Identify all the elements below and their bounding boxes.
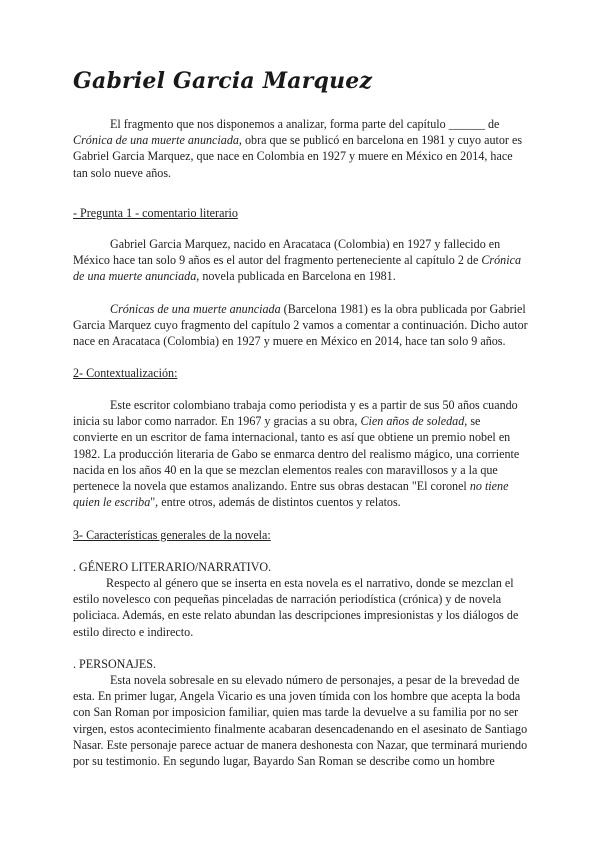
s1p2-text: (Barcelona 1981) es la obra publicada por Gabriel Garcia Marquez cuyo fragmento del capítulo 2 vamos a comentar a continuación. Dicho autor nace en Aracataca (Colombia) en 1927 y muere en México en 2014, hace tan solo 9 años. bbox=[73, 302, 528, 349]
intro-work-title: Crónica de una muerte anunciada, bbox=[73, 133, 242, 148]
document-title: Gabriel Garcia Marquez bbox=[73, 68, 373, 94]
s1p1-text-1: Gabriel Garcia Marquez, nacido en Aracataca (Colombia) en 1927 y fallecido en México hace tan solo 9 años es el autor del fragmento perteneciente al capítulo 2 de bbox=[73, 237, 501, 268]
s1p1-text-2: novela publicada en Barcelona en 1981. bbox=[199, 269, 396, 284]
s2-text-1: Este escritor colombiano trabaja como periodista y es a partir de sus 50 años cuando inicia su labor como narrador. En 1967 y gracias a su obra, bbox=[73, 398, 518, 429]
s2-text-3: ", entre otros, además de distintos cuentos y relatos. bbox=[150, 495, 401, 510]
section2-heading: 2- Contextualización: bbox=[73, 366, 178, 380]
section1-heading: - Pregunta 1 - comentario literario bbox=[73, 206, 238, 220]
section2-paragraph bbox=[73, 397, 528, 510]
characters-heading: . PERSONAJES. bbox=[73, 657, 156, 671]
characters-paragraph: Esta novela sobresale en su elevado número de personajes, a pesar de la brevedad de esta. En primer lugar, Angela Vicario es una joven tímida con los hombre que acepta la boda con San Roman por imposicion familiar, quien mas tarde la devuelve a su familia por no ser virgen, estos acontecimiento finalmente acabaran desencadenando en el asesinato de Santiago Nasar. Este personaje parece actuar de manera deshonesta con Nazar, que terminará muriendo por su testimonio. En segundo lugar, Bayardo San Roman se describe como un hombre bbox=[73, 673, 528, 769]
s1p1-work-title: Crónica de una muerte anunciada, bbox=[73, 253, 521, 284]
section3-heading: 3- Características generales de la novela: bbox=[73, 528, 271, 542]
s1p2-work-title: Crónicas de una muerte anunciada bbox=[110, 302, 281, 316]
intro-text-2: obra que se publicó en barcelona en 1981 y cuyo autor es Gabriel Garcia Marquez, que nace en Colombia en 1927 y muere en México en 2014, hace tan solo nueve años. bbox=[73, 133, 523, 180]
section1-paragraph-2 bbox=[73, 301, 528, 350]
genre-heading: . GÉNERO LITERARIO/NARRATIVO. bbox=[73, 560, 272, 574]
intro-paragraph bbox=[73, 116, 528, 181]
section1-paragraph-1 bbox=[73, 236, 528, 285]
s2-work-title-1: Cien años de soledad, bbox=[360, 414, 468, 429]
s2-work-title-2: no tiene quien le escriba bbox=[73, 479, 509, 510]
s2-text-2: se convierte en un escritor de fama internacional, tanto es así que obtiene un premio nobel en 1982. La producción literaria de Gabo se enmarca dentro del realismo mágico, una corriente nacida en los años 40 en la que se mezclan elementos reales con maravillosos y a la que pertenece la novela que estamos analizando. Entre sus obras destacan "El coronel bbox=[73, 414, 520, 494]
intro-text-1: El fragmento que nos disponemos a analizar, forma parte del capítulo ______ de bbox=[110, 117, 500, 131]
genre-paragraph: Respecto al género que se inserta en esta novela es el narrativo, donde se mezclan el estilo novelesco con pequeñas pinceladas de narración periodística (crónica) y de novela policiaca. Además, en este relato abundan las descripciones impresionistas y los diálogos de estilo directo e indirecto. bbox=[73, 576, 519, 639]
